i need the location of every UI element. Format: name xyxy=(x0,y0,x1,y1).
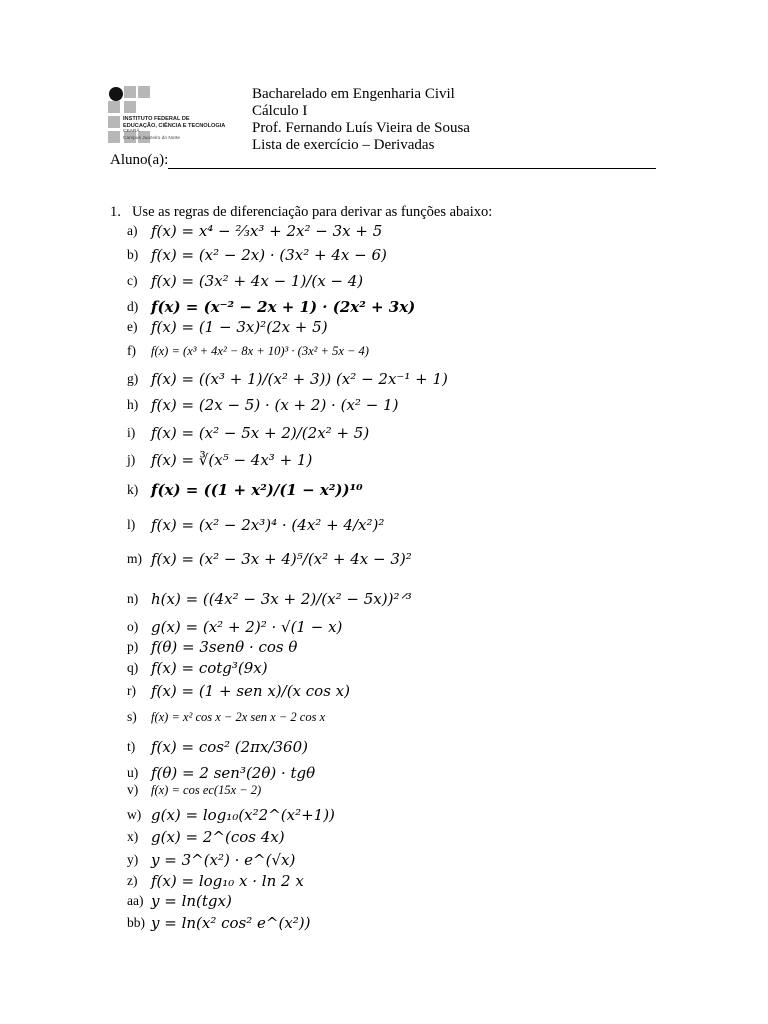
exercise-item xyxy=(127,222,382,240)
item-expression: y = ln(tgx) xyxy=(151,892,232,910)
item-label: n) xyxy=(127,591,139,606)
exercise-item xyxy=(127,914,311,932)
exercise-item xyxy=(127,782,261,798)
item-expression: g(x) = log₁₀(x²2^(x²+1)) xyxy=(151,806,335,824)
header-info xyxy=(252,86,470,154)
question-number: 1. xyxy=(110,204,121,220)
item-expression: f(x) = ∛(x⁵ − 4x³ + 1) xyxy=(151,451,313,469)
logo-line-4: Campus Juazeiro do Norte xyxy=(123,135,181,141)
exercise-item xyxy=(127,828,285,846)
logo-line-3: CEARÁ xyxy=(123,129,140,135)
exercise-item xyxy=(127,246,387,264)
item-label: q) xyxy=(127,660,139,675)
item-label: c) xyxy=(127,273,138,288)
item-label: i) xyxy=(127,425,136,440)
item-label: r) xyxy=(127,683,136,698)
exercise-item xyxy=(127,682,350,700)
item-expression: y = 3^(x²) · e^(√x) xyxy=(151,851,296,869)
exercise-item xyxy=(127,424,369,442)
course-name: Bacharelado em Engenharia Civil xyxy=(252,86,455,102)
logo-line-1: INSTITUTO FEDERAL DE xyxy=(123,116,190,122)
item-expression: f(x) = (2x − 5) · (x + 2) · (x² − 1) xyxy=(151,396,399,414)
exercise-item xyxy=(127,318,328,336)
item-expression: f(x) = (1 + sen x)/(x cos x) xyxy=(151,682,350,700)
item-label: d) xyxy=(127,299,139,314)
item-label: z) xyxy=(127,873,138,888)
item-expression: f(x) = x² cos x − 2x sen x − 2 cos x xyxy=(151,709,326,724)
item-expression: g(x) = (x² + 2)² · √(1 − x) xyxy=(151,618,343,636)
exercise-item xyxy=(127,550,412,568)
item-expression: f(x) = (x² − 2x) · (3x² + 4x − 6) xyxy=(151,246,387,264)
item-label: p) xyxy=(127,639,139,654)
subject-name: Cálculo I xyxy=(252,103,308,119)
item-label: a) xyxy=(127,223,138,238)
item-label: o) xyxy=(127,619,139,634)
exercise-item xyxy=(127,298,415,316)
exercise-item xyxy=(127,659,268,677)
question-statement xyxy=(110,204,492,221)
item-expression: y = ln(x² cos² e^(x²)) xyxy=(151,914,311,932)
logo-text xyxy=(123,116,225,142)
student-name-field xyxy=(110,152,656,169)
item-expression: f(x) = (1 − 3x)²(2x + 5) xyxy=(151,318,328,336)
logo-line-2: EDUCAÇÃO, CIÊNCIA E TECNOLOGIA xyxy=(123,122,226,129)
item-label: bb) xyxy=(127,915,145,930)
exercise-item xyxy=(127,590,412,608)
item-expression: f(x) = cos² (2πx/360) xyxy=(151,738,308,756)
item-label: f) xyxy=(127,343,136,358)
exercise-item xyxy=(127,872,304,890)
item-expression: f(x) = log₁₀ x · ln 2 x xyxy=(151,872,304,890)
exercise-item xyxy=(127,481,363,499)
question-text: Use as regras de diferenciação para derivar as funções abaixo: xyxy=(132,204,493,220)
item-label: m) xyxy=(127,551,142,566)
item-label: w) xyxy=(127,807,142,822)
institution-logo xyxy=(108,86,248,150)
student-label: Aluno(a): xyxy=(110,152,169,168)
item-label: b) xyxy=(127,247,139,262)
exercise-item xyxy=(127,851,295,869)
item-expression: f(x) = ((x³ + 1)/(x² + 3)) (x² − 2x⁻¹ + 1) xyxy=(151,370,448,388)
exercise-item xyxy=(127,618,342,636)
item-expression: f(x) = x⁴ − ²⁄₃x³ + 2x² − 3x + 5 xyxy=(151,222,383,240)
item-expression: f(θ) = 2 sen³(2θ) · tgθ xyxy=(151,764,316,782)
item-expression: g(x) = 2^(cos 4x) xyxy=(151,828,285,846)
item-expression: f(x) = (x² − 2x³)⁴ · (4x² + 4/x²)² xyxy=(151,516,385,534)
item-label: t) xyxy=(127,739,136,754)
item-expression: f(x) = (x⁻² − 2x + 1) · (2x² + 3x) xyxy=(151,298,416,316)
exercise-item xyxy=(127,370,448,388)
item-label: x) xyxy=(127,829,139,844)
item-label: g) xyxy=(127,371,139,386)
list-title: Lista de exercício – Derivadas xyxy=(252,137,435,153)
item-expression: f(x) = (x² − 3x + 4)⁵/(x² + 4x − 3)² xyxy=(151,550,412,568)
exercise-item xyxy=(127,806,335,824)
exercise-item xyxy=(127,272,363,290)
item-label: j) xyxy=(127,452,136,467)
item-label: h) xyxy=(127,397,139,412)
item-label: u) xyxy=(127,765,139,780)
exercise-item xyxy=(127,764,315,782)
item-expression: f(x) = cotg³(9x) xyxy=(151,659,268,677)
exercise-item xyxy=(127,892,232,910)
exercise-item xyxy=(127,396,398,414)
item-expression: f(θ) = 3senθ · cos θ xyxy=(151,638,298,656)
professor-name: Prof. Fernando Luís Vieira de Sousa xyxy=(252,120,470,136)
exercise-item xyxy=(127,709,325,725)
item-label: v) xyxy=(127,782,139,797)
item-label: e) xyxy=(127,319,138,334)
item-label: s) xyxy=(127,709,137,724)
exercise-item xyxy=(127,738,308,756)
exercise-item xyxy=(127,638,297,656)
item-label: y) xyxy=(127,852,139,867)
exercise-item xyxy=(127,516,384,534)
item-expression: f(x) = (3x² + 4x − 1)/(x − 4) xyxy=(151,272,364,290)
item-expression: h(x) = ((4x² − 3x + 2)/(x² − 5x))²ᐟ³ xyxy=(151,590,412,608)
exercise-item xyxy=(127,451,312,469)
student-name-line xyxy=(168,155,656,169)
exercise-item xyxy=(127,343,369,359)
item-expression: f(x) = ((1 + x²)/(1 − x²))¹⁰ xyxy=(151,481,363,499)
item-label: aa) xyxy=(127,893,144,908)
item-label: l) xyxy=(127,517,136,532)
item-expression: f(x) = cos ec(15x − 2) xyxy=(151,782,262,797)
item-expression: f(x) = (x² − 5x + 2)/(2x² + 5) xyxy=(151,424,370,442)
item-label: k) xyxy=(127,482,139,497)
item-expression: f(x) = (x³ + 4x² − 8x + 10)³ · (3x² + 5x − 4) xyxy=(151,343,369,358)
